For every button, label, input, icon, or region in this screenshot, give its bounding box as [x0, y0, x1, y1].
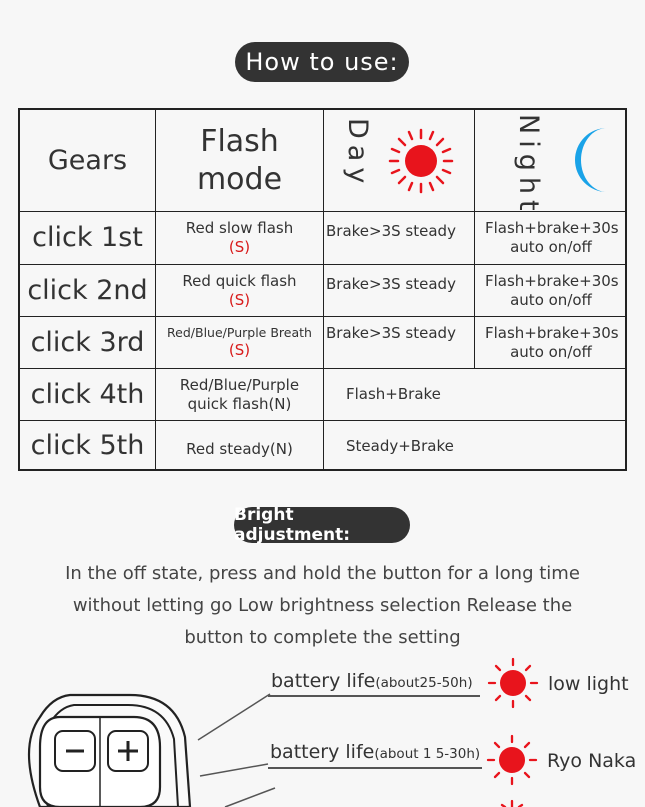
header-night [475, 110, 627, 217]
header-night-label: Night [512, 114, 544, 217]
level1-underline [268, 695, 480, 697]
sun-icon [497, 799, 527, 807]
row3-gear [20, 317, 156, 369]
row3-night [475, 317, 627, 369]
row2-mode [156, 265, 324, 317]
row1-mode [156, 212, 324, 265]
row3-mode-tag: (S) [228, 340, 251, 359]
how-to-use-heading [235, 42, 409, 82]
row1-day [324, 212, 475, 265]
row2-night [475, 265, 627, 317]
bright-adjustment-label: Bright adjustment: [234, 505, 351, 545]
row4-mode-label: Red/Blue/Purple quick flash(N) [179, 375, 300, 413]
moon-icon [567, 124, 615, 196]
row3-mode-label: Red/Blue/Purple Breath [167, 325, 312, 341]
row5-combined-label: Steady+Brake [346, 436, 454, 455]
row4-combined [324, 369, 627, 421]
level2-mode-label: Ryo Naka [547, 750, 637, 772]
row3-gear-label: click 3rd [30, 326, 145, 358]
row5-gear [20, 421, 156, 471]
header-gears [20, 110, 156, 212]
how-to-use-label: How to use: [245, 48, 399, 76]
instruction-text [0, 558, 645, 654]
level1-detail: (about25-50h) [375, 675, 473, 691]
row2-gear-label: click 2nd [27, 274, 148, 306]
level2-detail: (about 1 5-30h) [374, 746, 481, 762]
row5-mode-label: Red steady(N) [186, 439, 293, 458]
row4-mode [156, 369, 324, 421]
row1-gear [20, 212, 156, 265]
bright-adjustment-heading [234, 507, 410, 543]
sun-icon [487, 657, 539, 709]
row2-gear [20, 265, 156, 317]
gears-table [18, 108, 627, 471]
row5-mode [156, 421, 324, 471]
row1-gear-label: click 1st [32, 222, 143, 254]
row3-mode [156, 317, 324, 369]
row4-combined-label: Flash+Brake [346, 385, 441, 404]
sun-icon [388, 128, 454, 194]
row3-day [324, 317, 475, 369]
leader-lines-lower [220, 780, 280, 807]
row2-day-label: Brake>3S steady [326, 275, 456, 293]
level1-mode-label: low light [548, 673, 629, 695]
row1-mode-tag: (S) [228, 238, 251, 256]
brightness-level-1 [271, 670, 473, 692]
row2-mode-label: Red quick flash [182, 271, 297, 290]
row3-day-label: Brake>3S steady [326, 324, 456, 342]
row1-night-label: Flash+brake+30s auto on/off [485, 219, 619, 256]
level1-mode [548, 673, 629, 695]
row1-mode-label: Red slow flash [185, 219, 294, 238]
instruction-paragraph: In the off state, press and hold the button for a long time without letting go Low brightness selection Release the button to complete the setting [65, 563, 580, 648]
header-day-label: Day [341, 118, 373, 190]
brightness-level-2 [270, 741, 480, 763]
level1-label: battery life [271, 670, 376, 692]
header-flash-mode [156, 110, 324, 212]
row1-day-label: Brake>3S steady [326, 222, 456, 240]
level2-mode [547, 750, 636, 772]
row5-combined [324, 421, 627, 471]
row2-night-label: Flash+brake+30s auto on/off [485, 271, 619, 309]
row3-night-label: Flash+brake+30s auto on/off [485, 323, 619, 361]
row4-gear [20, 369, 156, 421]
row4-gear-label: click 4th [30, 378, 145, 410]
level2-label: battery life [270, 741, 375, 763]
header-flash-mode-label: Flash mode [196, 124, 283, 197]
header-day [324, 110, 475, 212]
header-gears-label: Gears [47, 144, 128, 176]
row1-night [475, 212, 627, 265]
row2-mode-tag: (S) [228, 290, 251, 309]
row5-gear-label: click 5th [30, 430, 145, 462]
row2-day [324, 265, 475, 317]
cropped-header [0, 0, 645, 14]
sun-icon [486, 734, 538, 786]
level2-underline [268, 767, 482, 769]
